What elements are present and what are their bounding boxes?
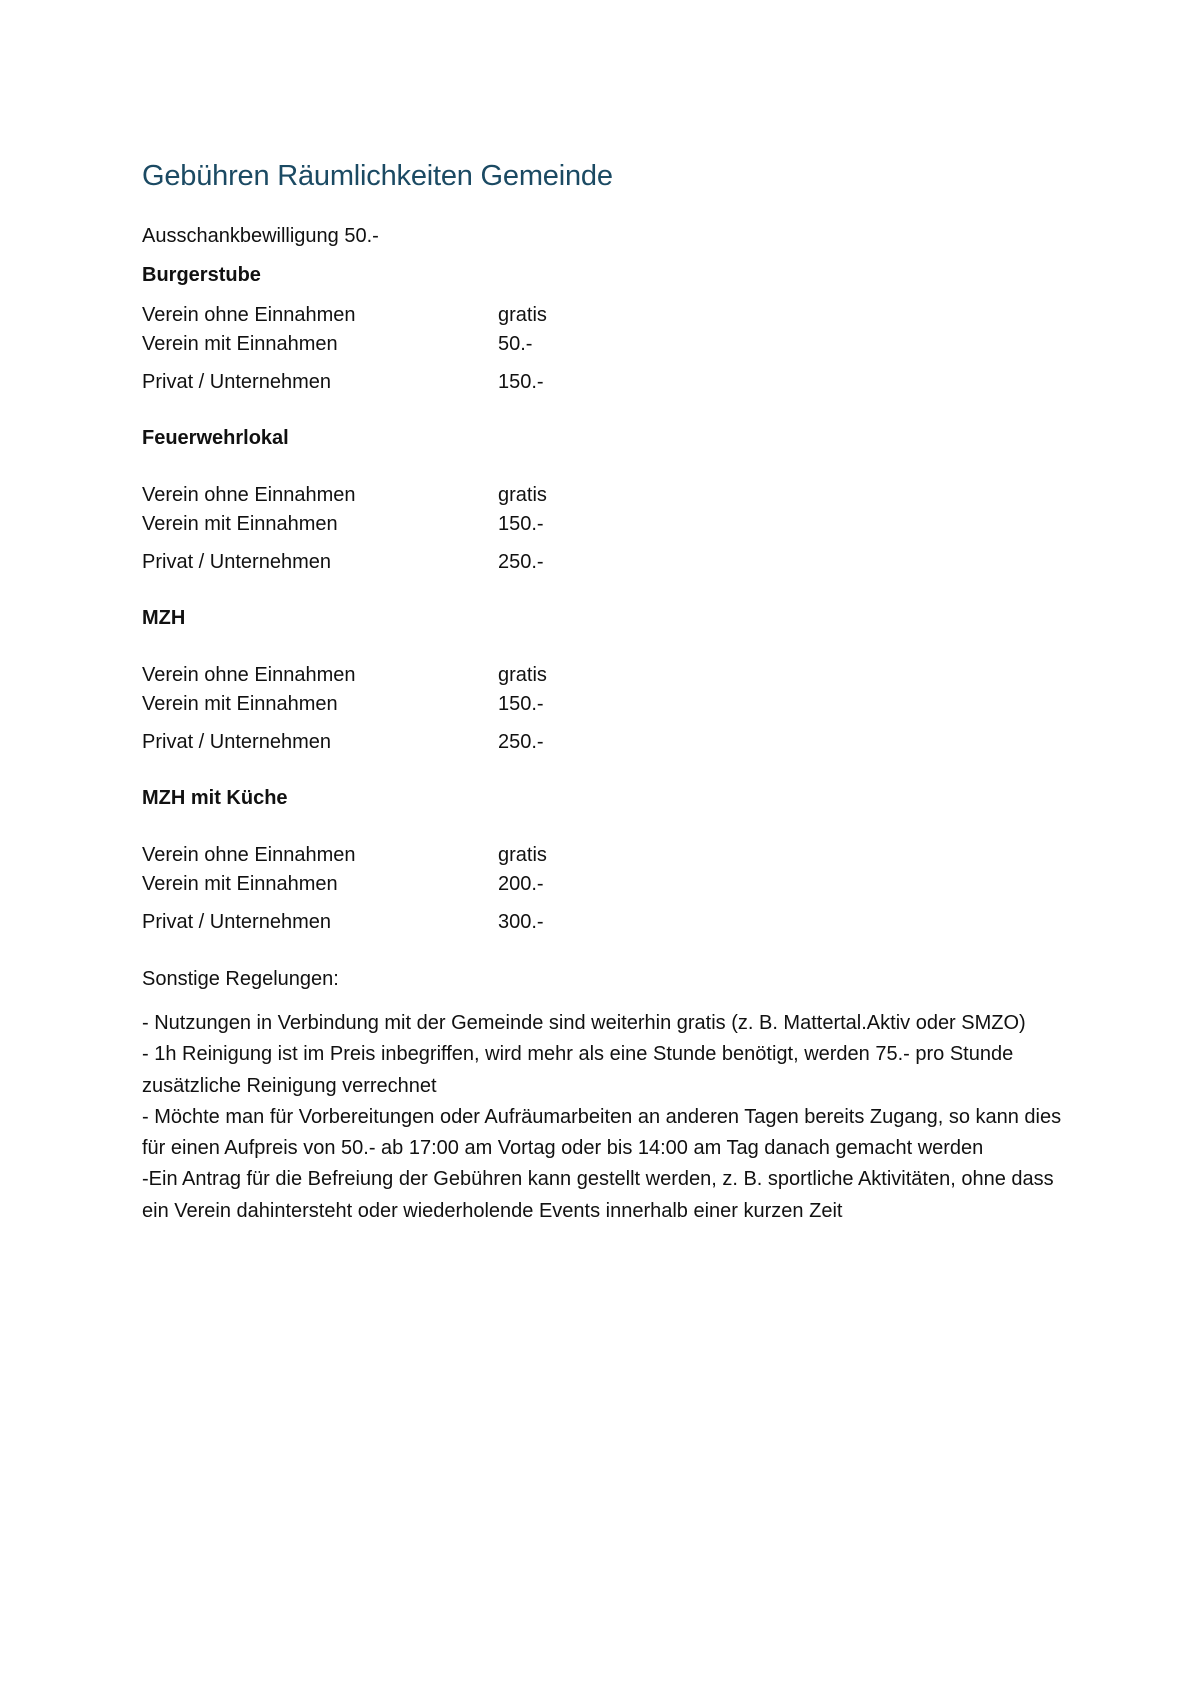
rule-item: - Nutzungen in Verbindung mit der Gemeinde sind weiterhin gratis (z. B. Mattertal.Aktiv oder SMZO) <box>142 1012 1026 1034</box>
fee-price: 300.- <box>498 911 544 933</box>
fee-label: Privat / Unternehmen <box>142 911 331 933</box>
section-title-feuerwehrlokal: Feuerwehrlokal <box>142 427 289 449</box>
fee-label: Verein ohne Einnahmen <box>142 664 356 686</box>
section-title-mzh: MZH <box>142 607 186 629</box>
section-title-burgerstube: Burgerstube <box>142 264 261 286</box>
fee-price: gratis <box>498 484 547 506</box>
fee-label: Verein mit Einnahmen <box>142 513 338 535</box>
fee-label: Privat / Unternehmen <box>142 371 331 393</box>
fee-label: Verein mit Einnahmen <box>142 693 338 715</box>
fee-price: 150.- <box>498 371 544 393</box>
fee-price: 250.- <box>498 551 544 573</box>
fee-price: 150.- <box>498 513 544 535</box>
ausschank-fee: Ausschankbewilligung 50.- <box>142 225 379 247</box>
fee-label: Verein mit Einnahmen <box>142 873 338 895</box>
rule-item: -Ein Antrag für die Befreiung der Gebühren kann gestellt werden, z. B. sportliche Aktivitäten, ohne dass ein Verein dahintersteht oder wiederholende Events innerhalb einer kurzen Zeit <box>142 1168 1054 1222</box>
fee-price: gratis <box>498 844 547 866</box>
fee-label: Verein mit Einnahmen <box>142 333 338 355</box>
fee-label: Verein ohne Einnahmen <box>142 484 356 506</box>
fee-price: 50.- <box>498 333 533 355</box>
fee-price: gratis <box>498 304 547 326</box>
other-rules-title: Sonstige Regelungen: <box>142 968 339 990</box>
rule-item: - 1h Reinigung ist im Preis inbegriffen, wird mehr als eine Stunde benötigt, werden 75.- pro Stunde zusätzliche Reinigung verrechnet <box>142 1043 1014 1097</box>
other-rules-list <box>142 1008 1062 1227</box>
section-title-mzh-kueche: MZH mit Küche <box>142 787 288 809</box>
fee-label: Privat / Unternehmen <box>142 551 331 573</box>
page-title: Gebühren Räumlichkeiten Gemeinde <box>142 160 613 192</box>
fee-label: Verein ohne Einnahmen <box>142 844 356 866</box>
rule-item: - Möchte man für Vorbereitungen oder Aufräumarbeiten an anderen Tagen bereits Zugang, so kann dies für einen Aufpreis von 50.- ab 17:00 am Vortag oder bis 14:00 am Tag danach gemacht werden <box>142 1105 1062 1160</box>
fee-price: 250.- <box>498 731 544 753</box>
fee-price: 150.- <box>498 693 544 715</box>
fee-price: gratis <box>498 664 547 686</box>
fee-label: Verein ohne Einnahmen <box>142 304 356 326</box>
fee-label: Privat / Unternehmen <box>142 731 331 753</box>
fee-price: 200.- <box>498 873 544 895</box>
